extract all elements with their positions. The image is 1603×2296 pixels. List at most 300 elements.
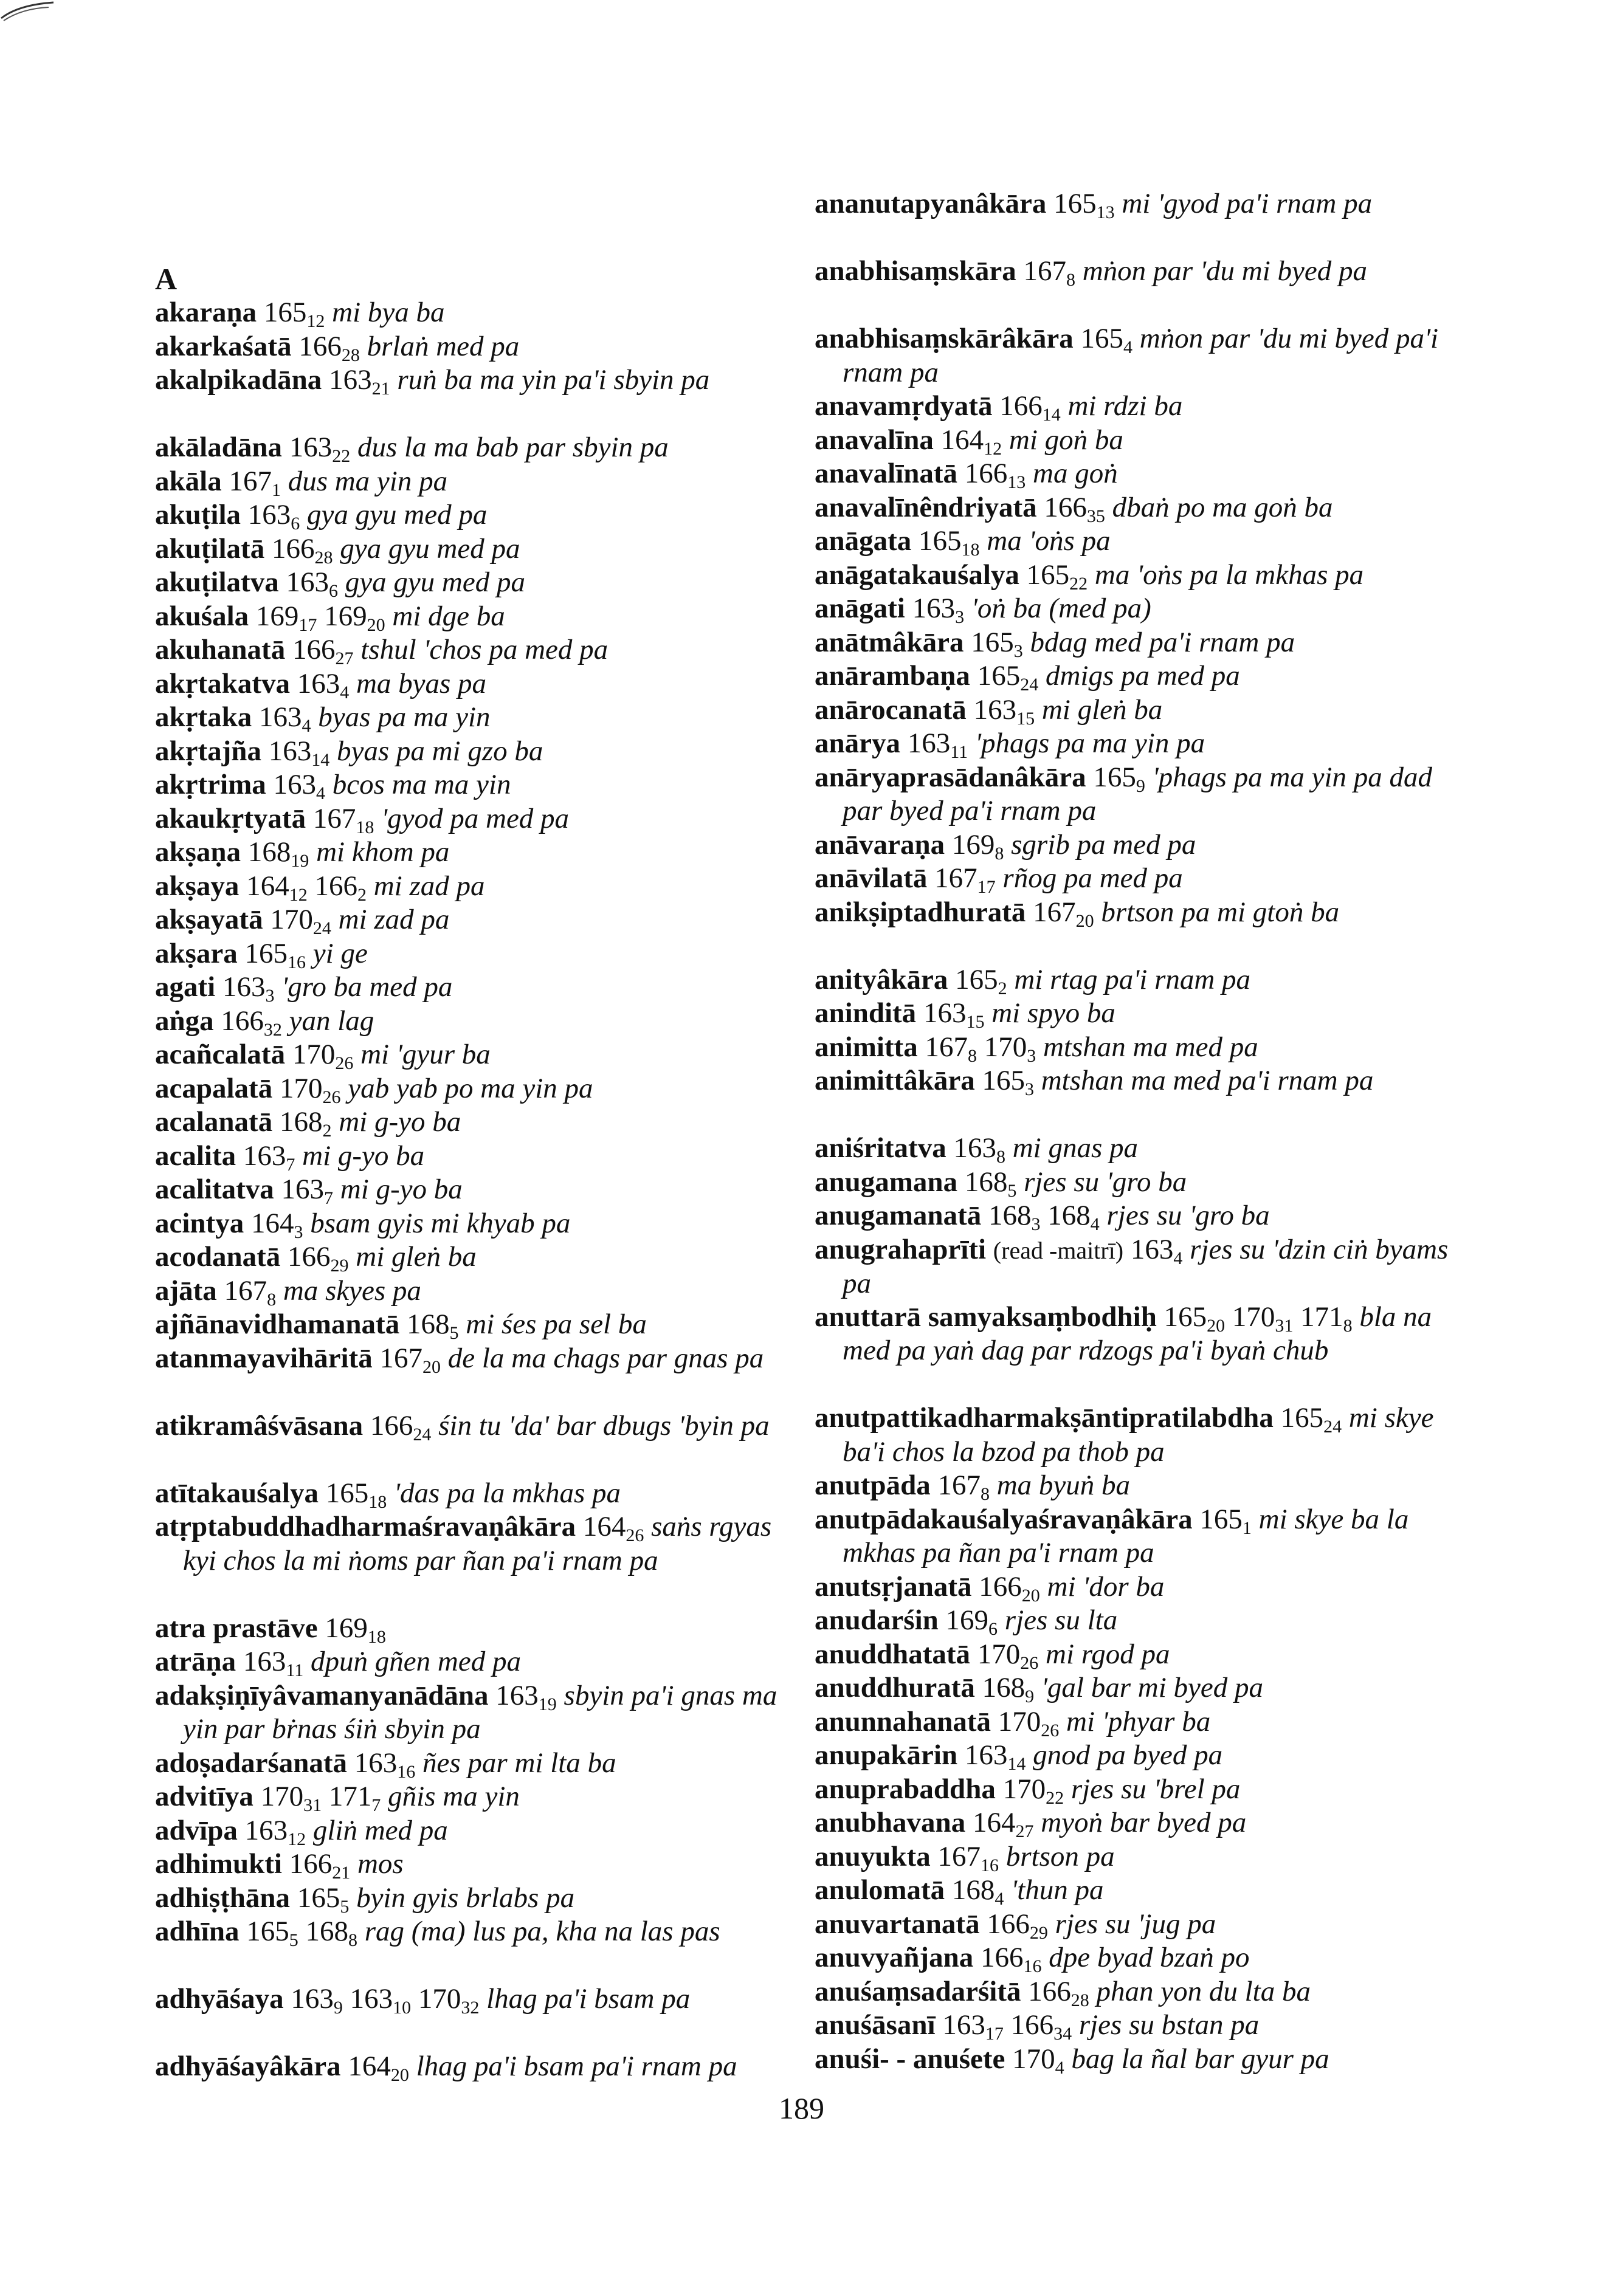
entry-page-reference [1028,1975,1089,2010]
reference-line: 8 [348,1930,357,1950]
reference-page: 170 [418,1983,461,2015]
reference-page: 165 [977,660,1021,692]
reference-page: 165 [297,1882,340,1914]
entry-gloss: brtson pa [1005,1840,1115,1872]
reference-line: 24 [312,918,331,938]
reference-line: 20 [1075,910,1094,931]
reference-line: 3 [265,986,275,1006]
reference-page: 163 [907,727,951,759]
entry-page-reference [325,1477,387,1512]
reference-line: 5 [1007,1180,1017,1201]
dictionary-entry [155,1882,574,1916]
reference-page: 163 [350,1983,393,2015]
entry-gloss: byas pa mi gzo ba [336,735,543,767]
reference-page: 163 [259,701,302,733]
entry-headword: acapalatā [155,1072,273,1104]
dictionary-entry [815,322,1459,390]
entry-page-reference [350,1983,412,2018]
reference-line: 29 [330,1256,349,1276]
entry-page-reference [1044,491,1105,526]
entry-page-reference [1280,1402,1342,1437]
entry-gloss: mi bya ba [332,297,445,328]
reference-page: 167 [934,862,977,894]
entry-gloss: bcos ma ma yin [332,769,511,800]
entry-headword: anunnahanatā [815,1705,991,1737]
reference-line: 14 [1042,405,1061,425]
entry-gloss: dus ma yin pa [288,465,448,497]
entry-gloss: mi rtag pa'i rnam pa [1014,963,1251,995]
entry-gloss: dmigs pa med pa [1045,660,1240,692]
entry-page-reference [1163,1301,1226,1336]
scan-artifact-mark [0,0,55,24]
dictionary-entry [155,1173,463,1207]
reference-page: 163 [273,769,316,800]
entry-headword: animitta [815,1031,918,1063]
dictionary-entry [155,1409,770,1443]
reference-line: 29 [1029,1922,1048,1943]
reference-line: 17 [985,2024,1004,2044]
entry-page-reference [923,997,985,1032]
entry-gloss: 'gro ba med pa [281,971,453,1003]
reference-line: 34 [1053,2024,1072,2044]
entry-gloss: gya gyu med pa [307,499,488,531]
reference-line: 4 [1055,2057,1064,2078]
entry-gloss: yan lag [289,1005,374,1037]
entry-gloss: mi 'dor ba [1047,1570,1165,1603]
entry-headword: anāgati [815,593,905,624]
dictionary-entry [815,1671,1263,1705]
reference-line: 28 [341,345,360,365]
entry-gloss: rjes su 'dzin ciṅ byams pa [843,1233,1449,1299]
dictionary-entry [815,187,1372,221]
reference-page: 169 [945,1604,989,1636]
reference-page: 165 [1053,188,1097,219]
dictionary-entry [155,296,445,330]
entry-gloss: bsam gyis mi khyab pa [310,1207,571,1239]
dictionary-entry [155,532,520,566]
reference-page: 170 [998,1705,1041,1737]
dictionary-entry [815,1604,1117,1638]
reference-page: 163 [268,735,312,767]
reference-page: 165 [1093,761,1136,793]
reference-page: 165 [1026,559,1070,591]
entry-gloss: mi gnas pa [1012,1132,1139,1164]
reference-page: 170 [1012,2043,1055,2075]
dictionary-entry [155,330,519,364]
reference-page: 163 [1130,1233,1174,1265]
reference-line: 12 [288,1829,306,1849]
reference-line: 8 [1343,1315,1353,1336]
entry-page-reference [243,1646,304,1680]
dictionary-entry [155,735,543,769]
reference-line: 9 [1025,1686,1035,1707]
reference-line: 3 [955,607,965,627]
reference-page: 167 [312,802,356,834]
entry-headword: anudarśin [815,1604,939,1636]
entry-headword: ajñānavidhamanatā [155,1308,400,1340]
entry-gloss: rjes su 'brel pa [1070,1773,1241,1805]
reference-line: 32 [263,1019,282,1040]
reference-line: 21 [332,1863,351,1883]
entry-headword: anāvilatā [815,862,928,894]
reference-page: 163 [923,997,967,1029]
entry-headword: atṛptabuddhadharmaśravaṇâkāra [155,1511,576,1542]
entry-gloss: mi g-yo ba [302,1139,425,1172]
reference-line: 5 [449,1323,459,1343]
reference-page: 165 [971,626,1014,658]
entry-page-reference [973,693,1035,729]
entry-page-reference [977,660,1039,695]
entry-page-reference [982,1065,1034,1099]
reference-page: 163 [964,1739,1008,1771]
entry-gloss: mos [357,1848,404,1880]
entry-page-reference [1080,323,1132,357]
dictionary-entry [815,390,1182,424]
reference-line: 24 [1323,1417,1342,1437]
entry-page-reference [980,1942,1042,1976]
reference-line: 31 [303,1795,322,1815]
reference-page: 165 [1280,1402,1324,1434]
entry-gloss: byin gyis brlabs pa [356,1882,575,1914]
dictionary-entry [155,937,368,971]
reference-page: 166 [1010,2009,1054,2041]
dictionary-entry [155,2050,737,2084]
dictionary-entry [155,870,484,904]
dictionary-entry [155,701,491,735]
reference-page: 165 [325,1477,369,1509]
reference-line: 6 [988,1619,998,1639]
entry-gloss: tshul 'chos pa med pa [360,634,608,665]
reference-line: 8 [267,1289,277,1310]
entry-page-reference [289,1848,351,1883]
entry-page-reference [982,1672,1035,1707]
reference-page: 166 [987,1908,1030,1940]
entry-gloss: mi 'phyar ba [1066,1705,1211,1737]
reference-line: 4 [1090,1214,1100,1234]
entry-page-reference [329,364,390,399]
entry-page-reference [418,1983,480,2018]
reference-line: 11 [286,1660,304,1680]
entry-headword: akṣayatā [155,904,263,935]
entry-headword: acalita [155,1139,236,1172]
entry-page-reference [937,1469,990,1504]
dictionary-entry [155,1308,647,1342]
dictionary-entry [155,1612,386,1646]
entry-headword: anugamanatā [815,1200,982,1231]
entry-headword: akṛtakatva [155,667,290,699]
entry-page-reference [984,1031,1036,1066]
reference-line: 17 [298,614,317,635]
dictionary-entry [815,659,1240,693]
reference-line: 1 [1242,1517,1252,1538]
reference-page: 170 [977,1638,1021,1670]
entry-page-reference [259,701,311,736]
reference-line: 20 [422,1356,441,1377]
dictionary-entry [815,862,1183,896]
reference-line: 20 [390,2065,409,2085]
dictionary-entry [155,1645,521,1679]
entry-page-reference [260,1781,322,1815]
entry-gloss: śin tu 'da' bar dbugs 'byin pa [438,1409,770,1442]
reference-page: 167 [1023,255,1066,287]
entry-page-reference [221,1005,282,1040]
entry-gloss: de la ma chags par gnas pa [447,1342,764,1374]
entry-page-reference [1023,255,1075,290]
entry-page-reference [987,1908,1048,1943]
dictionary-entry [155,1780,520,1814]
entry-gloss: mi gleṅ ba [356,1241,477,1273]
entry-headword: atanmayavihāritā [155,1342,373,1374]
reference-page: 165 [263,297,307,328]
dictionary-entry [815,727,1205,761]
reference-page: 170 [1232,1301,1275,1333]
reference-line: 22 [1069,573,1088,594]
entry-page-reference [964,1166,1017,1201]
entry-headword: atrāṇa [155,1646,236,1677]
dictionary-entry [815,1301,1459,1368]
entry-page-reference [1093,761,1145,796]
entry-gloss: rjes su 'gro ba [1106,1200,1270,1231]
entry-page-reference [268,735,330,770]
entry-headword: anutpāda [815,1469,931,1501]
entry-headword: adhyāśaya [155,1983,284,2015]
entry-gloss: mtshan ma med pa [1043,1031,1258,1063]
entry-headword: anuvartanatā [815,1908,980,1940]
reference-page: 164 [940,424,984,456]
reference-line: 5 [289,1930,298,1950]
dictionary-entry [815,1233,1459,1301]
entry-page-reference [988,1200,1041,1234]
entry-page-reference [907,727,968,762]
reference-line: 27 [1015,1821,1034,1841]
reference-line: 18 [368,1491,387,1512]
reference-line: 3 [1031,1214,1041,1234]
reference-page: 164 [582,1511,626,1542]
entry-page-reference [979,1570,1040,1606]
entry-gloss: bla na med pa yaṅ dag par rdzogs pa'i byaṅ chub [843,1301,1432,1366]
entry-headword: anupakārin [815,1739,958,1771]
entry-page-reference [937,1840,999,1875]
entry-page-reference [279,1072,341,1107]
entry-page-reference [297,1882,350,1917]
dictionary-entry [815,1941,1249,1975]
dictionary-entry [155,1105,461,1139]
reference-line: 8 [967,1045,977,1066]
entry-page-reference [379,1342,441,1377]
reference-page: 171 [328,1781,372,1812]
reference-line: 16 [980,1855,999,1875]
reference-page: 168 [247,836,291,868]
reference-page: 170 [292,1039,336,1070]
dictionary-entry [815,1132,1138,1166]
entry-gloss: mi gleṅ ba [1041,693,1163,726]
entry-page-reference [977,1638,1039,1673]
entry-headword: aṅga [155,1005,214,1037]
reference-line: 8 [1066,270,1075,290]
entry-headword: adhimukti [155,1848,282,1880]
entry-headword: akuṭila [155,499,241,531]
entry-headword: aninditā [815,997,917,1029]
reference-page: 167 [925,1031,968,1063]
entry-headword: acalitatva [155,1174,274,1205]
dictionary-entry [815,1806,1246,1840]
entry-page-reference [328,1781,381,1815]
entry-page-reference [1047,1200,1100,1234]
reference-line: 12 [984,438,1002,459]
entry-page-reference [273,769,325,803]
entry-gloss: mi 'gyur ba [360,1039,491,1070]
dictionary-entry [155,431,669,465]
reference-page: 163 [291,1983,334,2015]
reference-line: 3 [294,1222,303,1242]
entry-gloss: ruṅ ba ma yin pa'i sbyin pa [397,364,710,396]
reference-page: 167 [1033,896,1076,928]
entry-page-reference [951,828,1004,864]
dictionary-entry [815,1975,1311,2009]
dictionary-entry [155,1510,799,1578]
reference-line: 16 [288,952,306,972]
reference-line: 3 [1024,1079,1034,1099]
entry-page-reference [288,1241,349,1276]
entry-gloss: lhag pa'i bsam pa'i rnam pa [416,2050,737,2082]
entry-gloss: 'oṅ ba (med pa) [971,593,1151,624]
entry-gloss: ma byas pa [356,667,487,699]
entry-headword: akaukṛtyatā [155,802,306,834]
entry-page-reference [925,1031,977,1066]
entry-page-reference [582,1511,644,1545]
dictionary-entry [815,1840,1115,1874]
entry-page-reference [971,626,1023,661]
reference-line: 32 [461,1998,480,2018]
reference-page: 166 [271,532,315,565]
entry-gloss: brtson pa mi gtoṅ ba [1101,896,1340,928]
dictionary-entry [815,997,1115,1031]
reference-page: 166 [1028,1975,1071,2007]
reference-line: 16 [1023,1956,1042,1976]
reference-line: 26 [1041,1720,1060,1741]
dictionary-entry [815,524,1111,559]
dictionary-entry [815,1705,1210,1739]
entry-page-reference [325,1612,386,1647]
entry-page-reference [1012,2043,1064,2078]
entry-headword: anubhavana [815,1807,966,1838]
reference-line: 12 [289,884,308,905]
dictionary-entry [815,255,1367,289]
dictionary-entry [155,1139,424,1174]
entry-page-reference [951,1874,1004,1909]
entry-headword: akṛtaka [155,701,252,733]
reference-page: 163 [247,499,291,531]
dictionary-entry [815,1503,1459,1570]
entry-page-reference [229,465,281,500]
reference-line: 4 [1123,337,1132,357]
reference-page: 166 [289,1848,333,1880]
reference-page: 166 [298,330,342,362]
entry-page-reference [247,836,309,871]
dictionary-entry [155,498,487,532]
reference-line: 8 [995,843,1004,864]
reference-line: 18 [961,540,980,560]
reference-page: 167 [937,1840,981,1872]
reference-line: 4 [315,783,325,803]
entry-gloss: mi rgod pa [1046,1638,1170,1670]
entry-headword: anutpattikadharmakṣāntipratilabdha [815,1402,1274,1434]
dictionary-entry [815,761,1459,828]
entry-page-reference [324,600,385,635]
entry-gloss: ñes par mi lta ba [422,1747,616,1779]
entry-gloss: gliṅ med pa [312,1814,448,1846]
reference-page: 165 [919,525,962,557]
entry-headword: anuttarā samyaksaṃbodhiḥ [815,1301,1157,1333]
entry-gloss: mi dge ba [392,600,505,632]
entry-gloss: dpe byad bzaṅ po [1049,1942,1250,1973]
entry-headword: advīpa [155,1814,238,1846]
entry-gloss: mi g-yo ba [339,1106,461,1138]
reference-line: 12 [306,311,325,331]
dictionary-entry [815,491,1333,525]
dictionary-entry [155,1982,690,2016]
reference-line: 19 [291,851,309,871]
entry-page-reference [279,1106,332,1141]
reference-line: 24 [1020,675,1039,695]
entry-page-reference [1002,1773,1064,1808]
entry-headword: akṣaṇa [155,836,241,868]
reference-page: 164 [246,870,289,902]
reference-page: 163 [297,667,340,699]
dictionary-entry [815,1638,1170,1672]
reference-line: 16 [397,1761,416,1782]
entry-page-reference [945,1604,998,1639]
reference-page: 165 [1199,1503,1243,1535]
reference-line: 28 [1070,1990,1089,2010]
entry-page-reference [912,593,965,627]
reference-line: 14 [1007,1754,1026,1774]
entry-page-reference [243,1139,295,1175]
entry-gloss: rjes su lta [1004,1604,1118,1636]
reference-page: 166 [980,1942,1024,1973]
entry-headword: akalpikadāna [155,364,322,396]
dictionary-entry [815,828,1196,862]
entry-gloss: saṅs rgyas kyi chos la mi ṅoms par ñan pa'i rnam pa [183,1511,772,1576]
entry-headword: anuvyañjana [815,1942,974,1973]
reference-line: 3 [1013,641,1023,661]
entry-page-reference [271,532,333,568]
dictionary-entry [155,1679,799,1747]
reference-line: 22 [1046,1787,1064,1808]
entry-gloss: 'gal bar mi byed pa [1041,1672,1263,1703]
entry-gloss: 'thun pa [1011,1874,1104,1906]
entry-page-reference [1026,559,1088,594]
reference-line: 18 [356,817,374,837]
reference-page: 163 [912,593,956,624]
reference-line: 1 [271,479,281,500]
entry-page-reference [247,499,300,534]
reference-page: 164 [972,1807,1016,1838]
dictionary-entry [815,1064,1373,1098]
reference-page: 163 [942,2009,985,2041]
entry-gloss: mtshan ma med pa'i rnam pa [1041,1065,1374,1096]
entry-page-reference [314,870,367,905]
reference-line: 5 [340,1896,350,1917]
reference-page: 170 [279,1072,323,1104]
entry-page-reference [312,802,374,837]
entry-headword: adoṣadarśanatā [155,1747,348,1779]
reference-line: 31 [1275,1315,1294,1336]
reference-line: 20 [1021,1585,1040,1606]
reference-line: 17 [977,877,996,897]
entry-gloss: rag (ma) lus pa, kha na las pas [364,1916,720,1947]
dictionary-entry [815,1773,1240,1807]
